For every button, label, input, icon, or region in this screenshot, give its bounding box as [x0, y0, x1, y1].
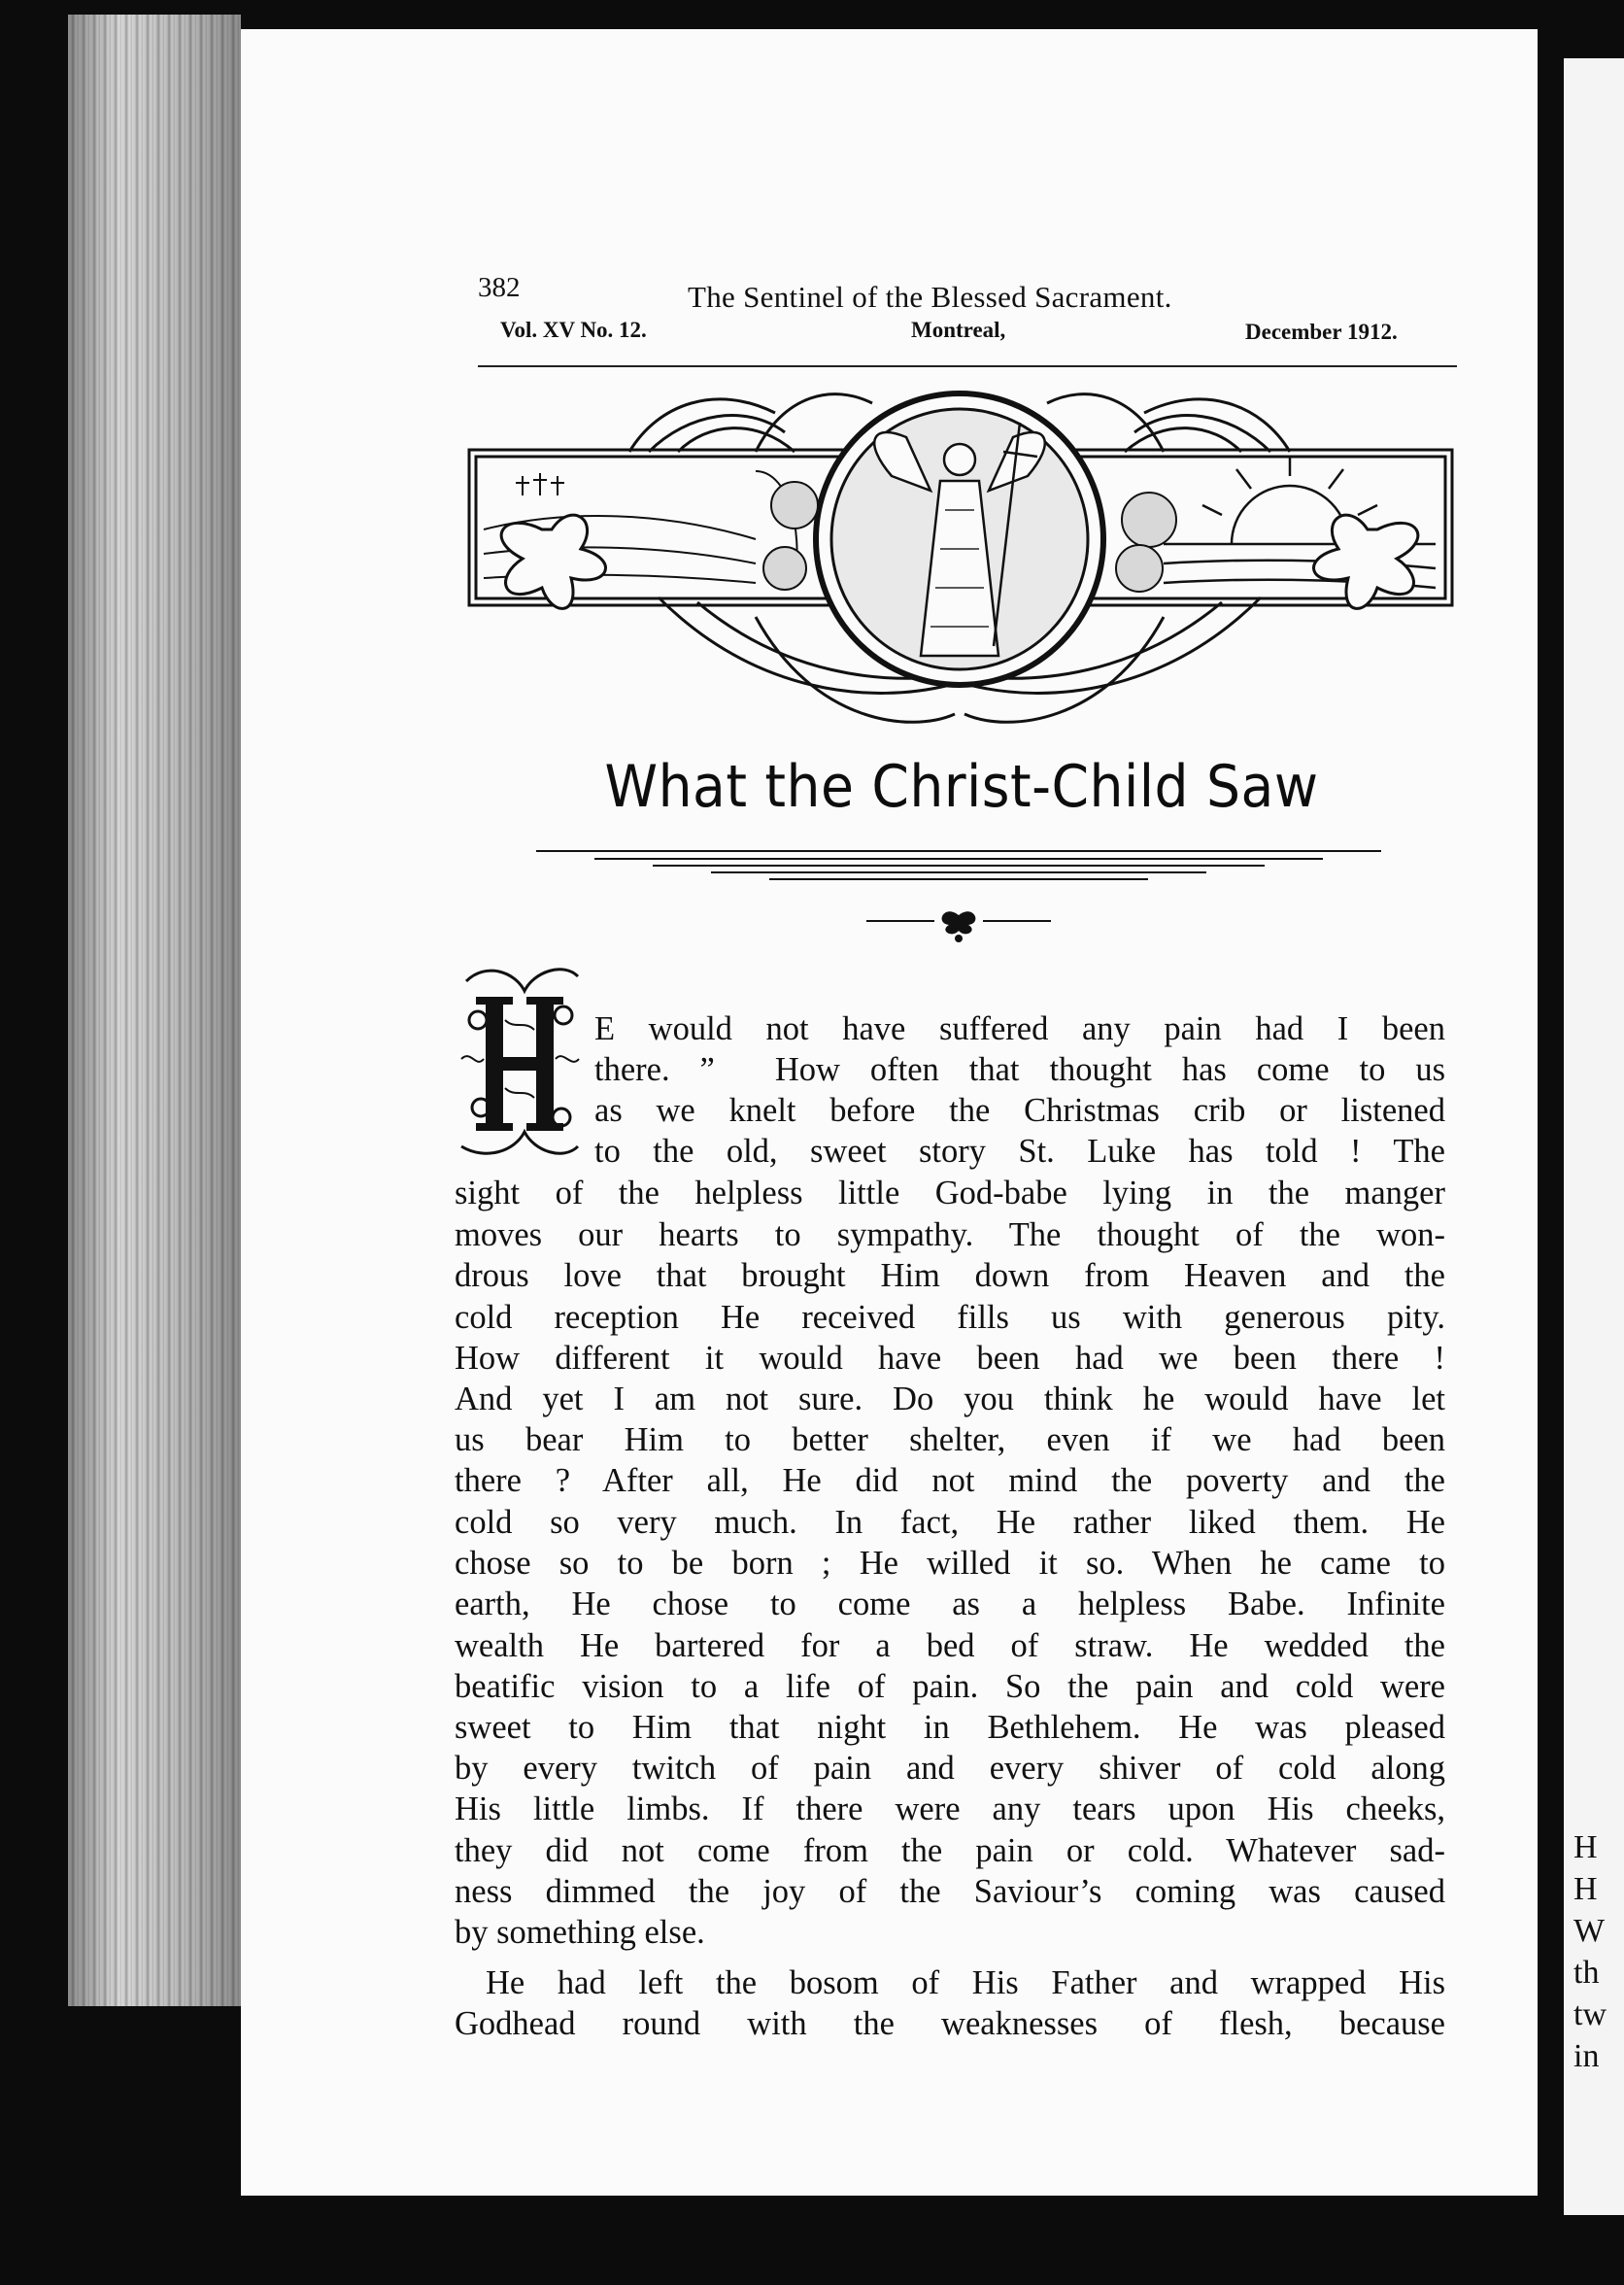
publication-place: Montreal,	[911, 318, 1006, 342]
facing-page-fragment: H H W th tw in	[1573, 1829, 1607, 2074]
body-text-line: they did not come from the pain or cold. Whatever sad-	[455, 1832, 1445, 1869]
body-text-line: sweet to Him that night in Bethlehem. He was pleased	[455, 1709, 1445, 1746]
body-text-line: Godhead round with the weaknesses of flesh, because	[455, 2005, 1445, 2042]
body-text-line: drous love that brought Him down from Heaven and the	[455, 1257, 1445, 1294]
body-text-line: And yet I am not sure. Do you think he would have let	[455, 1381, 1445, 1417]
body-text-line: us bear Him to better shelter, even if we had been	[455, 1421, 1445, 1458]
body-text-line: cold reception He received fills us with generous pity.	[455, 1299, 1445, 1336]
body-text-line: How different it would have been had we been there !	[455, 1340, 1445, 1377]
title-ornament-rules	[536, 845, 1381, 942]
body-text-line: there ? After all, He did not mind the poverty and the	[455, 1462, 1445, 1499]
body-text-line: to the old, sweet story St. Luke has told ! The	[594, 1133, 1445, 1170]
body-text-line: wealth He bartered for a bed of straw. He wedded the	[455, 1627, 1445, 1664]
body-text-line: beatific vision to a life of pain. So the pain and cold were	[455, 1668, 1445, 1705]
body-text-line: earth, He chose to come as a helpless Babe. Infinite	[455, 1586, 1445, 1622]
body-text-line: there. ” How often that thought has come to us	[594, 1051, 1445, 1088]
article-title: What the Christ-Child Saw	[604, 753, 1319, 821]
book-fore-edge	[68, 15, 241, 2006]
facing-page	[1564, 58, 1624, 2215]
issue-number: Vol. XV No. 12.	[500, 318, 647, 342]
header-rule	[478, 365, 1457, 367]
decorative-banner-illustration	[464, 384, 1455, 753]
body-text-line: as we knelt before the Christmas crib or listened	[594, 1092, 1445, 1129]
body-text-line: by every twitch of pain and every shiver of cold along	[455, 1750, 1445, 1787]
ornamental-drop-cap	[457, 962, 583, 1161]
body-text-line: cold so very much. In fact, He rather liked them. He	[455, 1504, 1445, 1541]
body-text-line: chose so to be born ; He willed it so. When he came to	[455, 1545, 1445, 1582]
body-text-line: by something else.	[455, 1914, 705, 1951]
body-text-line: He had left the bosom of His Father and wrapped His	[486, 1964, 1445, 2001]
body-text-line: His little limbs. If there were any tears upon His cheeks,	[455, 1790, 1445, 1827]
issue-date: December 1912.	[1245, 320, 1398, 344]
body-text-line: moves our hearts to sympathy. The thought of the won-	[455, 1216, 1445, 1253]
body-text-line: E would not have suffered any pain had I been	[594, 1010, 1445, 1047]
body-text-line: ness dimmed the joy of the Saviour’s coming was caused	[455, 1873, 1445, 1910]
journal-title: The Sentinel of the Blessed Sacrament.	[688, 280, 1172, 314]
page-number: 382	[478, 272, 521, 303]
body-text-line: sight of the helpless little God-babe lying in the manger	[455, 1175, 1445, 1211]
